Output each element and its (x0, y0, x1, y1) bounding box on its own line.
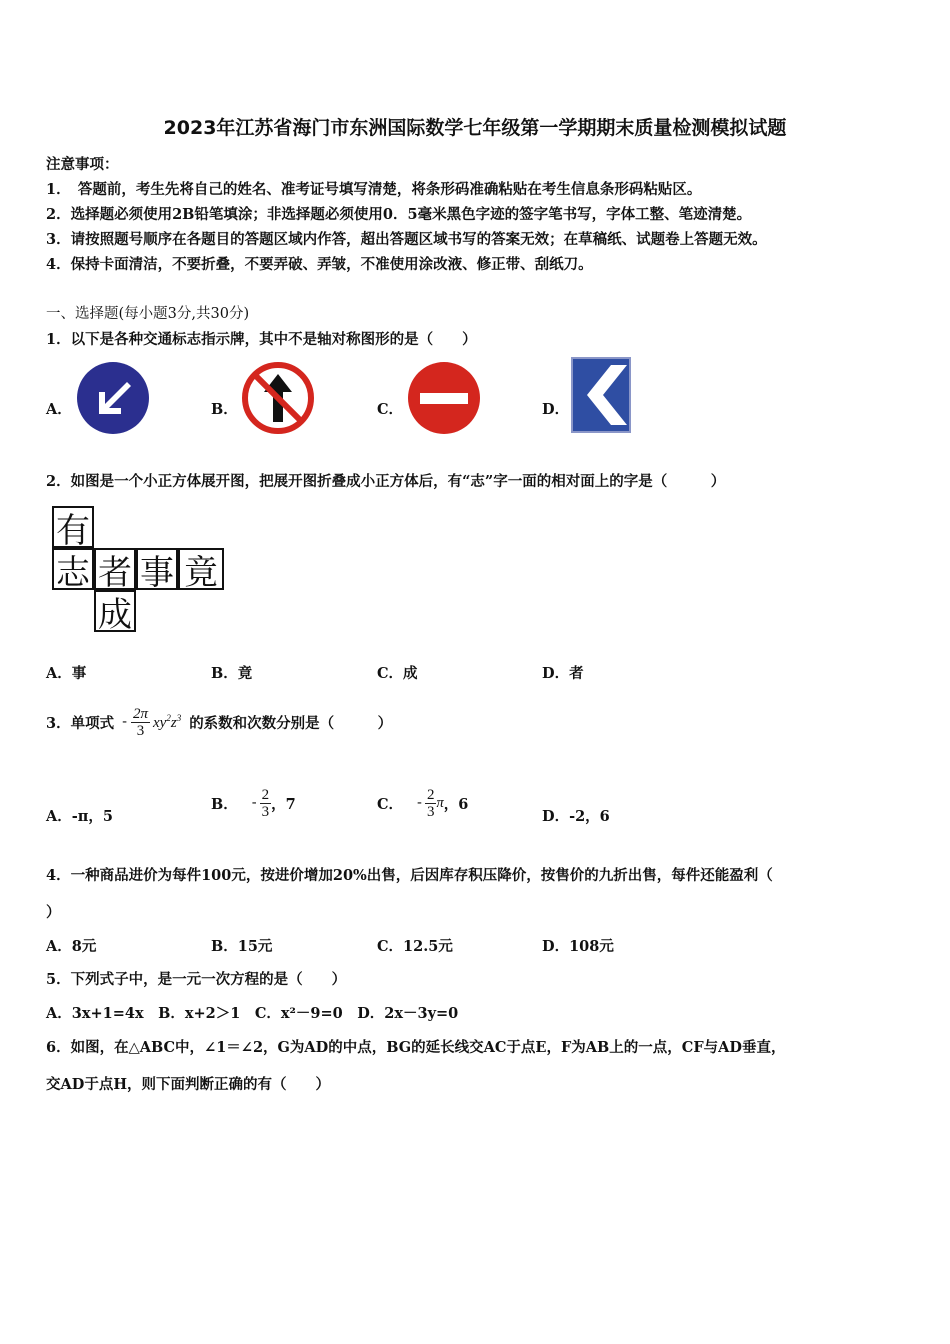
sign-b-no-straight-icon (240, 360, 316, 436)
sign-a-arrow-icon (75, 360, 151, 436)
q3-optc-tail: ，6 (443, 795, 469, 813)
q3-optb-den: 3 (261, 803, 270, 820)
q1-option-b: B． (211, 401, 238, 418)
q2-option-c: C．成 (377, 665, 418, 682)
notice-heading: 注意事项： (46, 156, 119, 173)
q3-var2: z (170, 714, 177, 731)
q5-stem: 5．下列式子中，是一元一次方程的是（ ） (46, 971, 347, 988)
q3-coefficient (131, 706, 150, 739)
section-heading: 一、选择题(每小题3分,共30分) (46, 306, 250, 322)
q3-var: xy (153, 714, 167, 731)
q1-stem: 1．以下是各种交通标志指示牌，其中不是轴对称图形的是（ ） (46, 331, 477, 348)
net-face-cheng: 成 (94, 590, 136, 632)
q3-option-b: B． - $\frac{2}{3}$ ，7 (211, 786, 296, 820)
q4-stem-cont: ） (46, 904, 61, 921)
q6-stem-line2: 交AD于点H，则下面判断正确的有（ ） (46, 1076, 331, 1093)
notice-item-1: 1． 答题前，考生先将自己的姓名、准考证号填写清楚，将条形码准确粘贴在考生信息条形码粘贴区。 (46, 181, 702, 198)
q4-option-c: C．12.5元 (377, 938, 453, 955)
q3-optb-label: B． (211, 795, 238, 813)
q3-prefix: 3．单项式 (46, 714, 115, 732)
q3-option-c: C． - $\frac{2}{3}$ π ，6 (377, 786, 469, 820)
net-face-jing: 竟 (178, 548, 224, 590)
sign-d-chevron-icon (571, 357, 631, 433)
q3-exp2: 3 (176, 712, 182, 723)
q2-stem: 2．如图是一个小正方体展开图，把展开图折叠成小正方体后，有“志”字一面的相对面上的字是（ ） (46, 473, 726, 490)
q3-optc-pi: π (436, 794, 444, 811)
page-title: 2023年江苏省海门市东洲国际数学七年级第一学期期末质量检测模拟试题 (163, 117, 787, 139)
q3-optc-den: 3 (426, 803, 435, 820)
q2-option-b: B．竟 (211, 665, 253, 682)
q3-option-a: A．-π，5 (46, 808, 113, 825)
net-face-you: 有 (52, 506, 94, 548)
q3-option-d: D．-2，6 (542, 808, 610, 825)
q3-stem (46, 697, 392, 747)
net-face-shi: 事 (136, 548, 178, 590)
q3-minus: - (122, 714, 127, 730)
sign-c-no-entry-icon (406, 360, 482, 436)
q1-option-c: C． (377, 401, 404, 418)
q4-stem: 4．一种商品进价为每件100元，按进价增加20%出售，后因库存积压降价，按售价的九折出售，每件还能盈利（ (46, 867, 773, 884)
net-face-zhi: 志 (52, 548, 94, 590)
q3-optc-label: C． (377, 795, 404, 813)
q4-option-a: A．8元 (46, 938, 97, 955)
q6-stem-line1: 6．如图，在△ABC中，∠1＝∠2，G为AD的中点，BG的延长线交AC于点E，F为AB上的一点，CF与AD垂直， (46, 1039, 786, 1056)
q3-optb-tail: ，7 (271, 795, 296, 813)
q3-den: 3 (136, 722, 145, 739)
notice-item-2: 2．选择题必须使用2B铅笔填涂；非选择题必须使用0．5毫米黑色字迹的签字笔书写，字体工整、笔迹清楚。 (46, 206, 752, 223)
q3-exp1: 2 (166, 712, 171, 723)
q3-num: 2π (133, 705, 149, 722)
q5-options: A．3x+1=4x B．x+2＞1 C．x²－9=0 D．2x－3y=0 (46, 1005, 459, 1022)
q1-option-a: A． (46, 401, 72, 418)
q2-option-a: A．事 (46, 665, 87, 682)
q3-optc-num: 2 (426, 786, 435, 803)
notice-item-3: 3．请按照题号顺序在各题目的答题区域内作答，超出答题区域书写的答案无效；在草稿纸、试题卷上答题无效。 (46, 231, 767, 248)
q2-option-d: D．者 (542, 665, 584, 682)
q1-option-d: D． (542, 401, 570, 418)
q3-suffix: 的系数和次数分别是（ ） (189, 714, 393, 732)
q4-option-d: D．108元 (542, 938, 614, 955)
q3-optb-num: 2 (261, 786, 270, 803)
notice-item-4: 4．保持卡面清洁，不要折叠，不要弄破、弄皱，不准使用涂改液、修正带、刮纸刀。 (46, 256, 593, 273)
net-face-zhe: 者 (94, 548, 136, 590)
q4-option-b: B．15元 (211, 938, 273, 955)
